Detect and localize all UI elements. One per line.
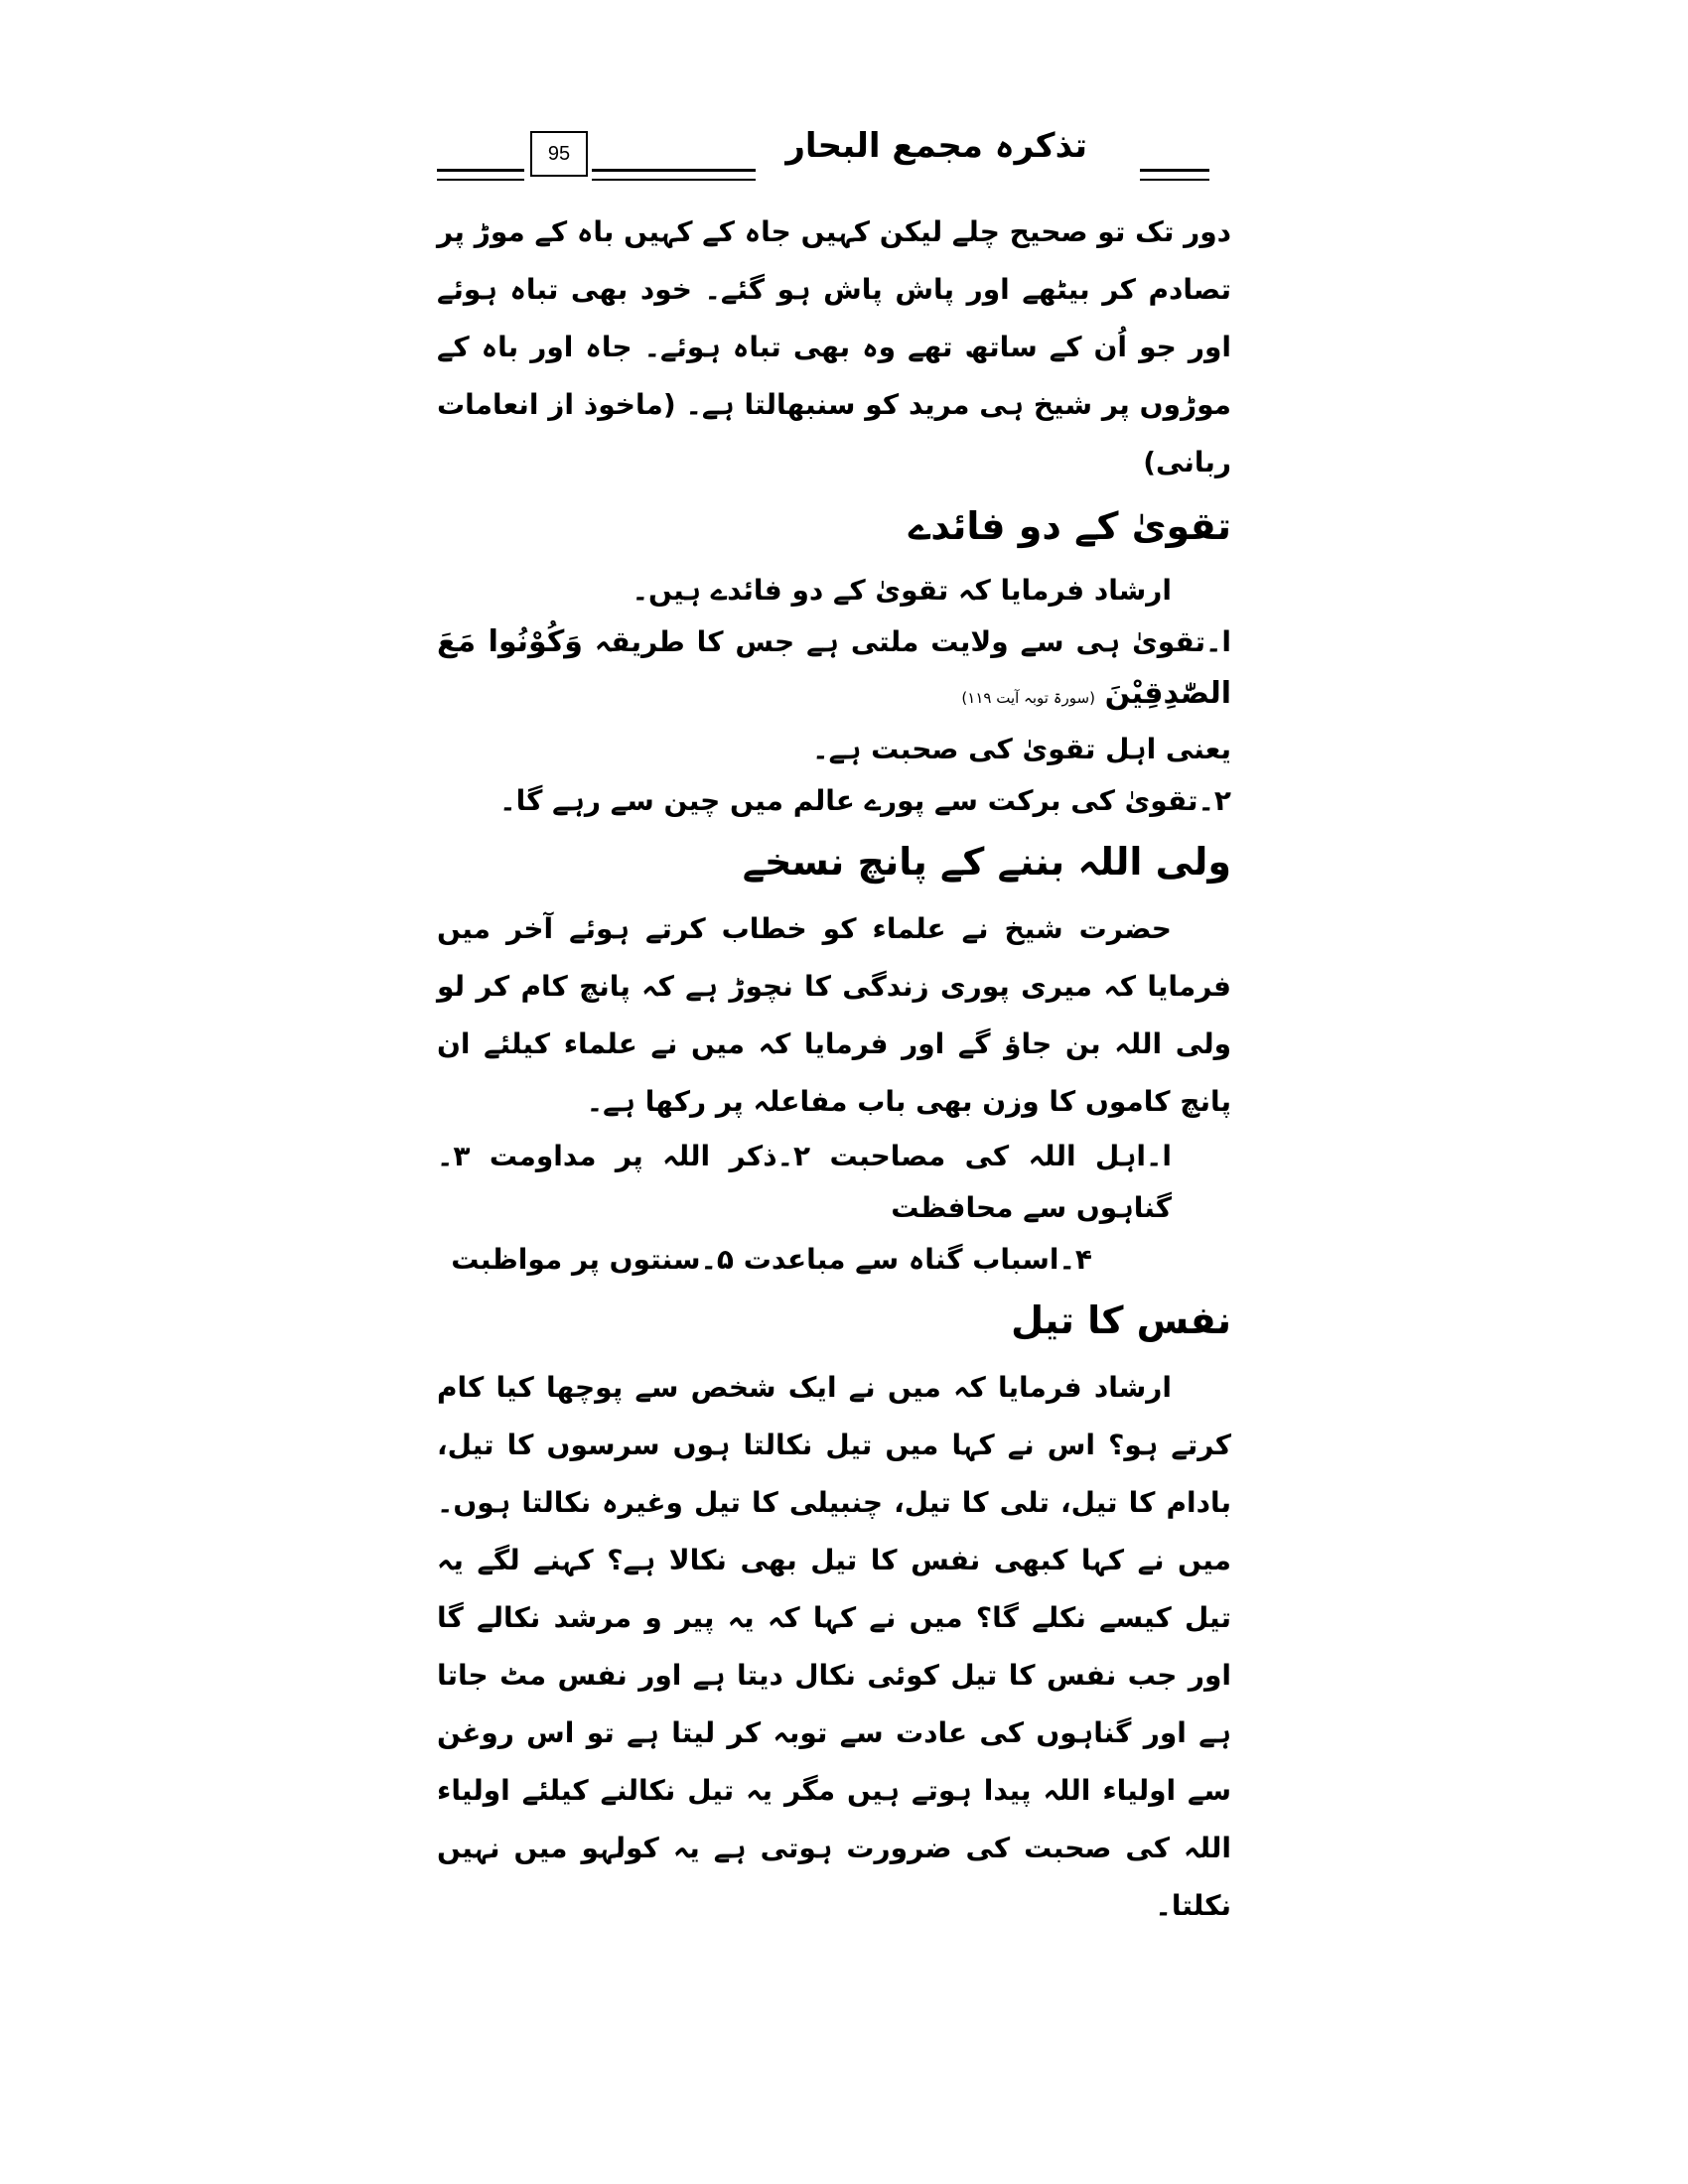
quran-verse: وَکُوْنُوا مَعَ الصّٰدِقِیْنَ xyxy=(437,624,1231,711)
page-number: 95 xyxy=(530,131,588,177)
five-prescriptions-paragraph: حضرت شیخ نے علماء کو خطاب کرتے ہوئے آخر میں فرمایا کہ میری پوری زندگی کا نچوڑ ہے کہ پانچ کام کر لو ولی اللہ بن جاؤ گے اور فرمایا کہ میں نے علماء کیلئے ان پانچ کاموں کا وزن بھی باب مفاعلہ پر رکھا ہے۔ xyxy=(437,912,1231,1118)
heading-nafs-oil: نفس کا تیل xyxy=(1011,1298,1231,1342)
header-rule-middle-top xyxy=(592,169,756,172)
taqwa-point-1 xyxy=(437,616,1231,724)
header-rule-right-top xyxy=(1140,169,1209,172)
taqwa-point-1-continued: یعنی اہل تقویٰ کی صحبت ہے۔ xyxy=(812,733,1231,765)
five-prescriptions-list-line-1: ا۔اہل اللہ کی مصاحبت ۲۔ذکر اللہ پر مداومت ۳۔گناہوں سے محافظت xyxy=(437,1140,1172,1224)
page-content xyxy=(437,204,1231,1935)
page-header xyxy=(437,126,1231,187)
verse-reference: (سورۃ توبہ آیت ۱۱۹) xyxy=(961,689,1095,707)
taqwa-intro-line: ارشاد فرمایا کہ تقویٰ کے دو فائدے ہیں۔ xyxy=(632,574,1172,607)
five-prescriptions-list-line-2: ۴۔اسباب گناہ سے مباعدت ۵۔سنتوں پر مواظبت xyxy=(451,1243,1092,1276)
taqwa-point-1-text: ا۔تقویٰ ہی سے ولایت ملتی ہے جس کا طریقہ xyxy=(594,625,1232,658)
taqwa-point-2: ۲۔تقویٰ کی برکت سے پورے عالم میں چین سے رہے گا۔ xyxy=(499,784,1231,817)
header-rule-left-top xyxy=(437,169,524,172)
book-title: تذکرہ مجمع البحار xyxy=(785,126,1087,166)
intro-paragraph: دور تک تو صحیح چلے لیکن کہیں جاہ کے کہیں باہ کے موڑ پر تصادم کر بیٹھے اور پاش پاش ہو گئے۔ خود بھی تباہ ہوئے اور جو اُن کے ساتھ تھے وہ بھی تباہ ہوئے۔ جاہ اور باہ کے موڑوں پر شیخ ہی مرید کو سنبھالتا ہے۔ (ماخوذ از انعامات ربانی) xyxy=(437,215,1232,478)
header-rule-middle-bottom xyxy=(592,179,756,181)
nafs-oil-paragraph: ارشاد فرمایا کہ میں نے ایک شخص سے پوچھا کیا کام کرتے ہو؟ اس نے کہا میں تیل نکالتا ہوں سرسوں کا تیل، بادام کا تیل، تلی کا تیل، چنبیلی کا تیل وغیرہ نکالتا ہوں۔ میں نے کہا کبھی نفس کا تیل بھی نکالا ہے؟ کہنے لگے یہ تیل کیسے نکلے گا؟ میں نے کہا کہ یہ پیر و مرشد نکالے گا اور جب نفس کا تیل کوئی نکال دیتا ہے اور نفس مٹ جاتا ہے اور گناہوں کی عادت سے توبہ کر لیتا ہے تو اس روغن سے اولیاء اللہ پیدا ہوتے ہیں مگر یہ تیل نکالنے کیلئے اولیاء اللہ کی صحبت کی ضرورت ہوتی ہے یہ کولہو میں نہیں نکلتا۔ xyxy=(437,1371,1231,1922)
heading-five-prescriptions: ولی اللہ بننے کے پانچ نسخے xyxy=(742,840,1231,884)
heading-taqwa-benefits: تقویٰ کے دو فائدے xyxy=(908,504,1231,548)
header-rule-left-bottom xyxy=(437,179,524,181)
header-rule-right-bottom xyxy=(1140,179,1209,181)
